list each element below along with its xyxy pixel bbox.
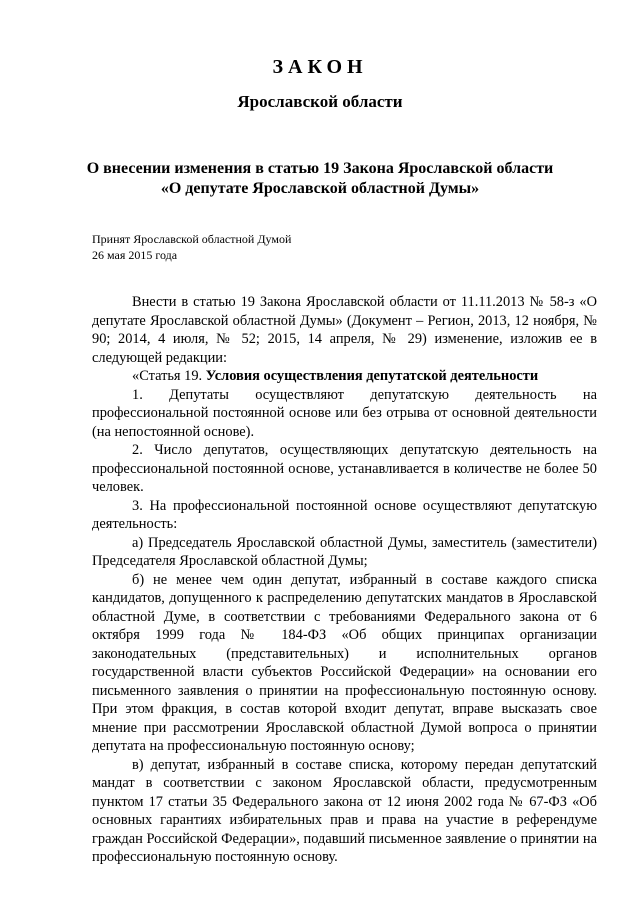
subparagraph-a: а) Председатель Ярославской областной Думы, заместитель (заместители) Председателя Ярославской областной Думы; — [92, 534, 597, 569]
region-heading: Ярославской области — [237, 92, 403, 111]
article-heading — [92, 367, 597, 386]
adoption-note — [92, 231, 291, 263]
subtitle-line-1: О внесении изменения в статью 19 Закона Ярославской области — [86, 160, 554, 177]
paragraph-3: 3. На профессиональной постоянной основе осуществляют депутатскую деятельность: — [92, 497, 597, 532]
article-title: Условия осуществления депутатской деятельности — [205, 368, 539, 384]
adoption-line-1: Принят Ярославской областной Думой — [92, 232, 292, 246]
article-prefix: «Статья 19. — [132, 368, 206, 384]
subparagraph-b: б) не менее чем один депутат, избранный в составе каждого списка кандидатов, допущенного к распределению депутатских мандатов в Ярославской областной Думе, в соответствии с требованиями Федерального закона от 6 октября 1999 года № 184-ФЗ «Об общих принципах организации законодательных (представительных) и исполнительных органов государственной власти субъектов Российской Федерации» на основании его письменного заявления о принятии на профессиональную постоянную основу. При этом фракция, в состав которой входит депутат, вправе высказать свое мнение при рассмотрении Ярославской областной Думой вопроса о принятии депутата на профессиональную постоянную основу; — [92, 571, 597, 754]
adoption-date: 26 мая 2015 года — [92, 248, 178, 262]
subparagraph-c: в) депутат, избранный в составе списка, которому передан депутатский мандат в соответствии с законом Ярославской области, предусмотренным пунктом 17 статьи 35 Федерального закона от 12 июня 2002 года № 67-ФЗ «Об основных гарантиях избирательных прав и права на участие в референдуме граждан Российской Федерации», подавший письменное заявление о принятии на профессиональную постоянную основу. — [92, 756, 597, 865]
law-subtitle — [0, 159, 640, 199]
paragraph-1: 1. Депутаты осуществляют депутатскую деятельность на профессиональной постоянной основе или без отрыва от основной деятельности (на непостоянной основе). — [92, 386, 597, 440]
intro-paragraph: Внести в статью 19 Закона Ярославской области от 11.11.2013 № 58-з «О депутате Ярославской областной Думы» (Документ – Регион, 2013, 12 ноября, № 90; 2014, 4 июля, № 52; 2015, 14 апреля, № 29) изменение, изложив ее в следующей редакции: — [92, 294, 597, 366]
document-type-heading: ЗАКОН — [272, 56, 368, 78]
law-body — [92, 293, 597, 867]
subtitle-line-2: «О депутате Ярославской областной Думы» — [160, 180, 480, 197]
paragraph-2: 2. Число депутатов, осуществляющих депутатскую деятельность на профессиональной постоянной основе, устанавливается в количестве не более 50 человек. — [92, 442, 597, 495]
